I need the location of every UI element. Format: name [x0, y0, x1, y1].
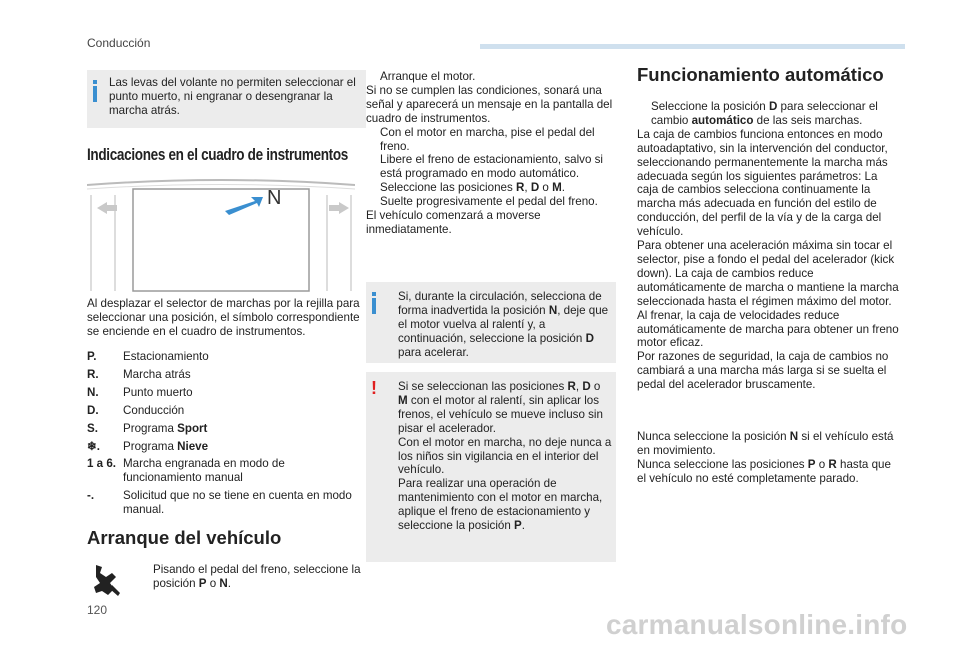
info-note-neutral-text: Si, durante la circulación, selecciona de forma inadvertida la posición N, deje que el motor vuelva al ralentí y, a continuación, seleccione la posición D para acelerar. [398, 290, 609, 359]
gear-indicator-letter: N [267, 187, 282, 209]
info-icon [93, 86, 97, 102]
instrument-panel-drawing [87, 175, 355, 293]
gear-row: P. Estacionamiento [87, 350, 209, 363]
info-note [87, 70, 366, 128]
section-label: Conducción [87, 36, 151, 50]
brake-foot-icon [92, 563, 124, 599]
header-bar [480, 44, 905, 49]
gear-row: 1 a 6. Marcha engranada en modo de funcionamiento manual [87, 457, 285, 485]
gear-symbol-list [87, 350, 357, 521]
step-5: Suelte progresivamente el pedal del freno. [380, 195, 598, 209]
info-note-neutral [366, 282, 616, 363]
section-heading-start: Arranque del vehículo [87, 527, 282, 548]
start-bullet: Pisando el pedal del freno, seleccione la posición P o N. [153, 563, 361, 590]
warning-icon: ! [371, 378, 377, 398]
gear-row: -. Solicitud que no se tiene en cuenta en modo manual. [87, 489, 352, 517]
step-1: Arranque el motor. [380, 70, 476, 83]
info-note-text: Las levas del volante no permiten seleccionar el punto muerto, ni engranar o desengranar la marcha atrás. [109, 76, 356, 117]
start-procedure [366, 70, 616, 237]
gear-row: D. Conducción [87, 403, 185, 417]
section-heading-indicators: Indicaciones en el cuadro de instrumentos [87, 146, 348, 164]
page-number: 120 [87, 603, 108, 617]
warning-text: Si se seleccionan las posiciones R, D o M con el motor al ralentí, sin aplicar los frenos, el vehículo se mueve incluso sin pisar el acelerador. Con el motor en marcha, no deje nunca a los niños sin vigilancia en el interior del vehículo. Para realizar una operación de mantenimiento con el motor en marcha, aplique el freno de estacionamiento y seleccione la posición P. [398, 380, 612, 533]
instrument-panel-illustration [87, 175, 355, 293]
gear-row: R. Marcha atrás [87, 367, 191, 381]
watermark: carmanualsonline.info [606, 609, 908, 640]
automatic-text: Seleccione la posición D para seleccionar el cambio automático de las seis marchas. La caja de cambios funciona entonces en modo autoadaptativo, sin la intervención del conductor, seleccionando permanentemente la marcha más adecuada según los siguientes parámetros: La caja de cambios selecciona continuamente la marcha más adecuada en función del estilo de conducción, del perfil de la vía y de la carga del vehículo. Para obtener una aceleración máxima sin tocar el selector, pise a fondo el pedal del acelerador (kick down). La caja de cambios reduce automáticamente de marcha o mantiene la marcha seleccionada hasta el régimen máximo del motor. Al frenar, la caja de velocidades reduce automáticamente de marcha para obtener un freno motor eficaz. Por razones de seguridad, la caja de cambios no cambiará a una marcha más larga si se suelta el pedal del acelerador bruscamente. [637, 100, 899, 392]
step-4: Seleccione las posiciones R, D o M. [380, 181, 565, 195]
selector-paragraph: Al desplazar el selector de marchas por la rejilla para seleccionar una posición, el símbolo correspondiente se enciende en el cuadro de instrumentos. [87, 297, 360, 338]
gear-row: N. Punto muerto [87, 385, 193, 399]
result-paragraph: El vehículo comenzará a moverse inmediatamente. [366, 209, 541, 236]
step-2: Con el motor en marcha, pise el pedal del freno. [380, 125, 595, 153]
condition-paragraph: Si no se cumplen las condiciones, sonará una señal y aparecerá un mensaje en la pantalla del cuadro de instrumentos. [366, 83, 613, 125]
info-icon [372, 298, 376, 314]
section-heading-automatic: Funcionamiento automático [637, 64, 884, 85]
safety-notes: Nunca seleccione la posición N si el vehículo está en movimiento. Nunca seleccione las posiciones P o R hasta que el vehículo no esté completamente parado. [637, 430, 894, 485]
step-3: Libere el freno de estacionamiento, salvo si está programado en modo automático. [380, 153, 603, 181]
auto-step: Seleccione la posición D para seleccionar el cambio automático de las seis marchas. [651, 100, 878, 127]
gear-row: ❄. Programa Nieve [87, 439, 209, 453]
warning-box [366, 372, 616, 562]
gear-row: S. Programa Sport [87, 421, 208, 435]
